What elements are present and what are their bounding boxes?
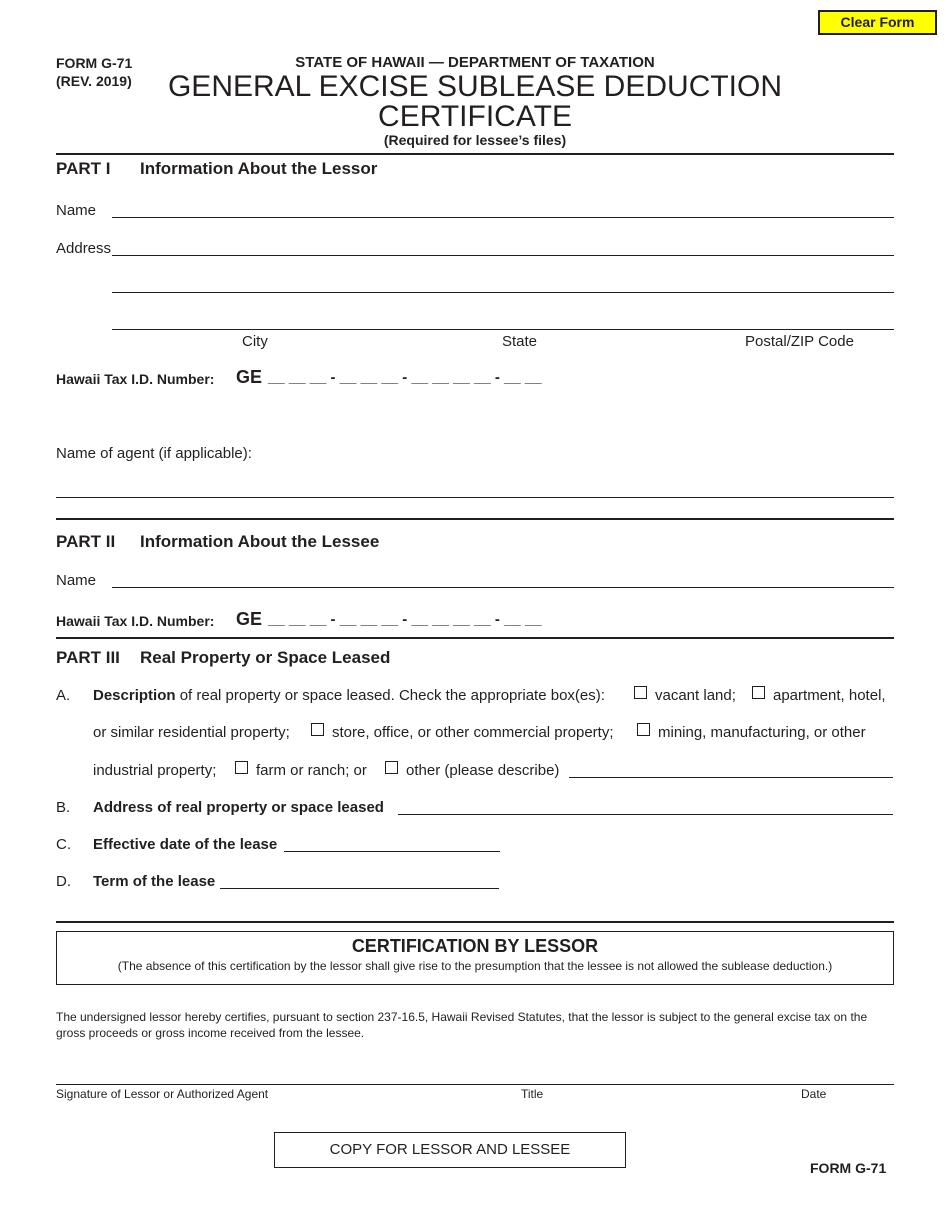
part1-divider	[56, 518, 894, 520]
lessor-address-field-2[interactable]	[112, 292, 894, 293]
agent-name-label: Name of agent (if applicable):	[56, 445, 252, 462]
lessee-name-field[interactable]	[112, 587, 894, 588]
lessor-address-field-1[interactable]	[112, 255, 894, 256]
signature-line[interactable]	[56, 1084, 894, 1085]
apartment-label-2: or similar residential property;	[93, 724, 290, 741]
certification-title: CERTIFICATION BY LESSOR	[351, 936, 599, 956]
lessee-tax-id-label: Hawaii Tax I.D. Number:	[56, 613, 215, 629]
industrial-label-2: industrial property;	[93, 762, 217, 779]
form-number: FORM G-71	[56, 55, 133, 71]
apartment-label-1: apartment, hotel,	[773, 687, 886, 704]
city-label: City	[242, 333, 268, 350]
item-d-letter: D.	[56, 873, 71, 890]
checkbox-farm[interactable]	[235, 761, 248, 774]
state-label: State	[502, 333, 538, 350]
checkbox-other[interactable]	[385, 761, 398, 774]
header-divider	[56, 153, 894, 155]
checkbox-commercial[interactable]	[311, 723, 324, 736]
agency-name: STATE OF HAWAII — DEPARTMENT OF TAXATION	[295, 54, 655, 71]
property-address-field[interactable]	[398, 814, 893, 815]
lessor-tax-id-label: Hawaii Tax I.D. Number:	[56, 371, 215, 387]
lessor-name-label: Name	[56, 202, 97, 219]
vacant-land-label: vacant land;	[655, 687, 736, 704]
part3-divider	[56, 921, 894, 923]
item-a-letter: A.	[56, 687, 71, 704]
lessee-tax-id-field[interactable]: __ __ __ - __ __ __ - __ __ __ __ - __ __	[268, 611, 542, 628]
part2-title: Information About the Lessee	[140, 532, 380, 551]
item-b-letter: B.	[56, 799, 71, 816]
item-a-description	[93, 687, 605, 704]
checkbox-vacant-land[interactable]	[634, 686, 647, 699]
item-c-letter: C.	[56, 836, 71, 853]
farm-label: farm or ranch; or	[256, 762, 367, 779]
signer-title-label: Title	[521, 1087, 544, 1101]
form-title-line1: GENERAL EXCISE SUBLEASE DEDUCTION	[167, 70, 783, 103]
part3-title: Real Property or Space Leased	[140, 648, 391, 667]
signature-label: Signature of Lessor or Authorized Agent	[56, 1087, 269, 1101]
lessee-name-label: Name	[56, 572, 97, 589]
industrial-label-1: mining, manufacturing, or other	[658, 724, 866, 741]
lease-term-field[interactable]	[220, 888, 499, 889]
effective-date-field[interactable]	[284, 851, 500, 852]
commercial-label: store, office, or other commercial property;	[332, 724, 614, 741]
agent-name-field[interactable]	[56, 497, 894, 498]
item-c-label: Effective date of the lease	[93, 836, 278, 853]
lessor-name-field[interactable]	[112, 217, 894, 218]
certification-box	[56, 931, 894, 985]
lessor-tax-id-field[interactable]: __ __ __ - __ __ __ - __ __ __ __ - __ __	[268, 369, 542, 386]
lessor-tax-id-prefix: GE	[236, 367, 263, 387]
lessor-address-field-3[interactable]	[112, 329, 894, 330]
clear-form-button[interactable]: Clear Form	[818, 10, 937, 35]
form-subtitle: (Required for lessee’s files)	[383, 132, 567, 148]
part3-number: PART III	[56, 648, 120, 667]
part2-number: PART II	[56, 532, 116, 551]
item-a-description-bold: Description	[93, 687, 176, 704]
lessor-address-label: Address	[56, 240, 112, 257]
item-a-description-text: of real property or space leased. Check the appropriate box(es):	[179, 687, 605, 704]
checkbox-industrial[interactable]	[637, 723, 650, 736]
checkbox-apartment[interactable]	[752, 686, 765, 699]
form-title-line2: CERTIFICATE	[378, 100, 572, 133]
item-d-label: Term of the lease	[93, 873, 216, 890]
other-description-field[interactable]	[569, 777, 893, 778]
part1-title: Information About the Lessor	[140, 159, 378, 178]
date-label: Date	[801, 1087, 827, 1101]
certification-statement: The undersigned lessor hereby certifies, pursuant to section 237-16.5, Hawaii Revised Statutes, that the lessor is subject to the general excise tax on the gross proceeds or gross income received from the lessee.	[56, 1010, 868, 1040]
certification-note: (The absence of this certification by the lessor shall give rise to the presumption that the lessee is not allowed the sublease deduction.)	[117, 959, 833, 973]
part1-number: PART I	[56, 159, 111, 178]
copy-for-lessor-lessee: COPY FOR LESSOR AND LESSEE	[274, 1132, 626, 1168]
lessee-tax-id-prefix: GE	[236, 609, 263, 629]
zip-label: Postal/ZIP Code	[745, 333, 854, 350]
footer-form-number: FORM G-71	[810, 1160, 887, 1176]
item-b-label: Address of real property or space leased	[93, 799, 384, 816]
part2-divider	[56, 637, 894, 639]
other-label: other (please describe)	[406, 762, 560, 779]
form-revision: (REV. 2019)	[56, 73, 132, 89]
